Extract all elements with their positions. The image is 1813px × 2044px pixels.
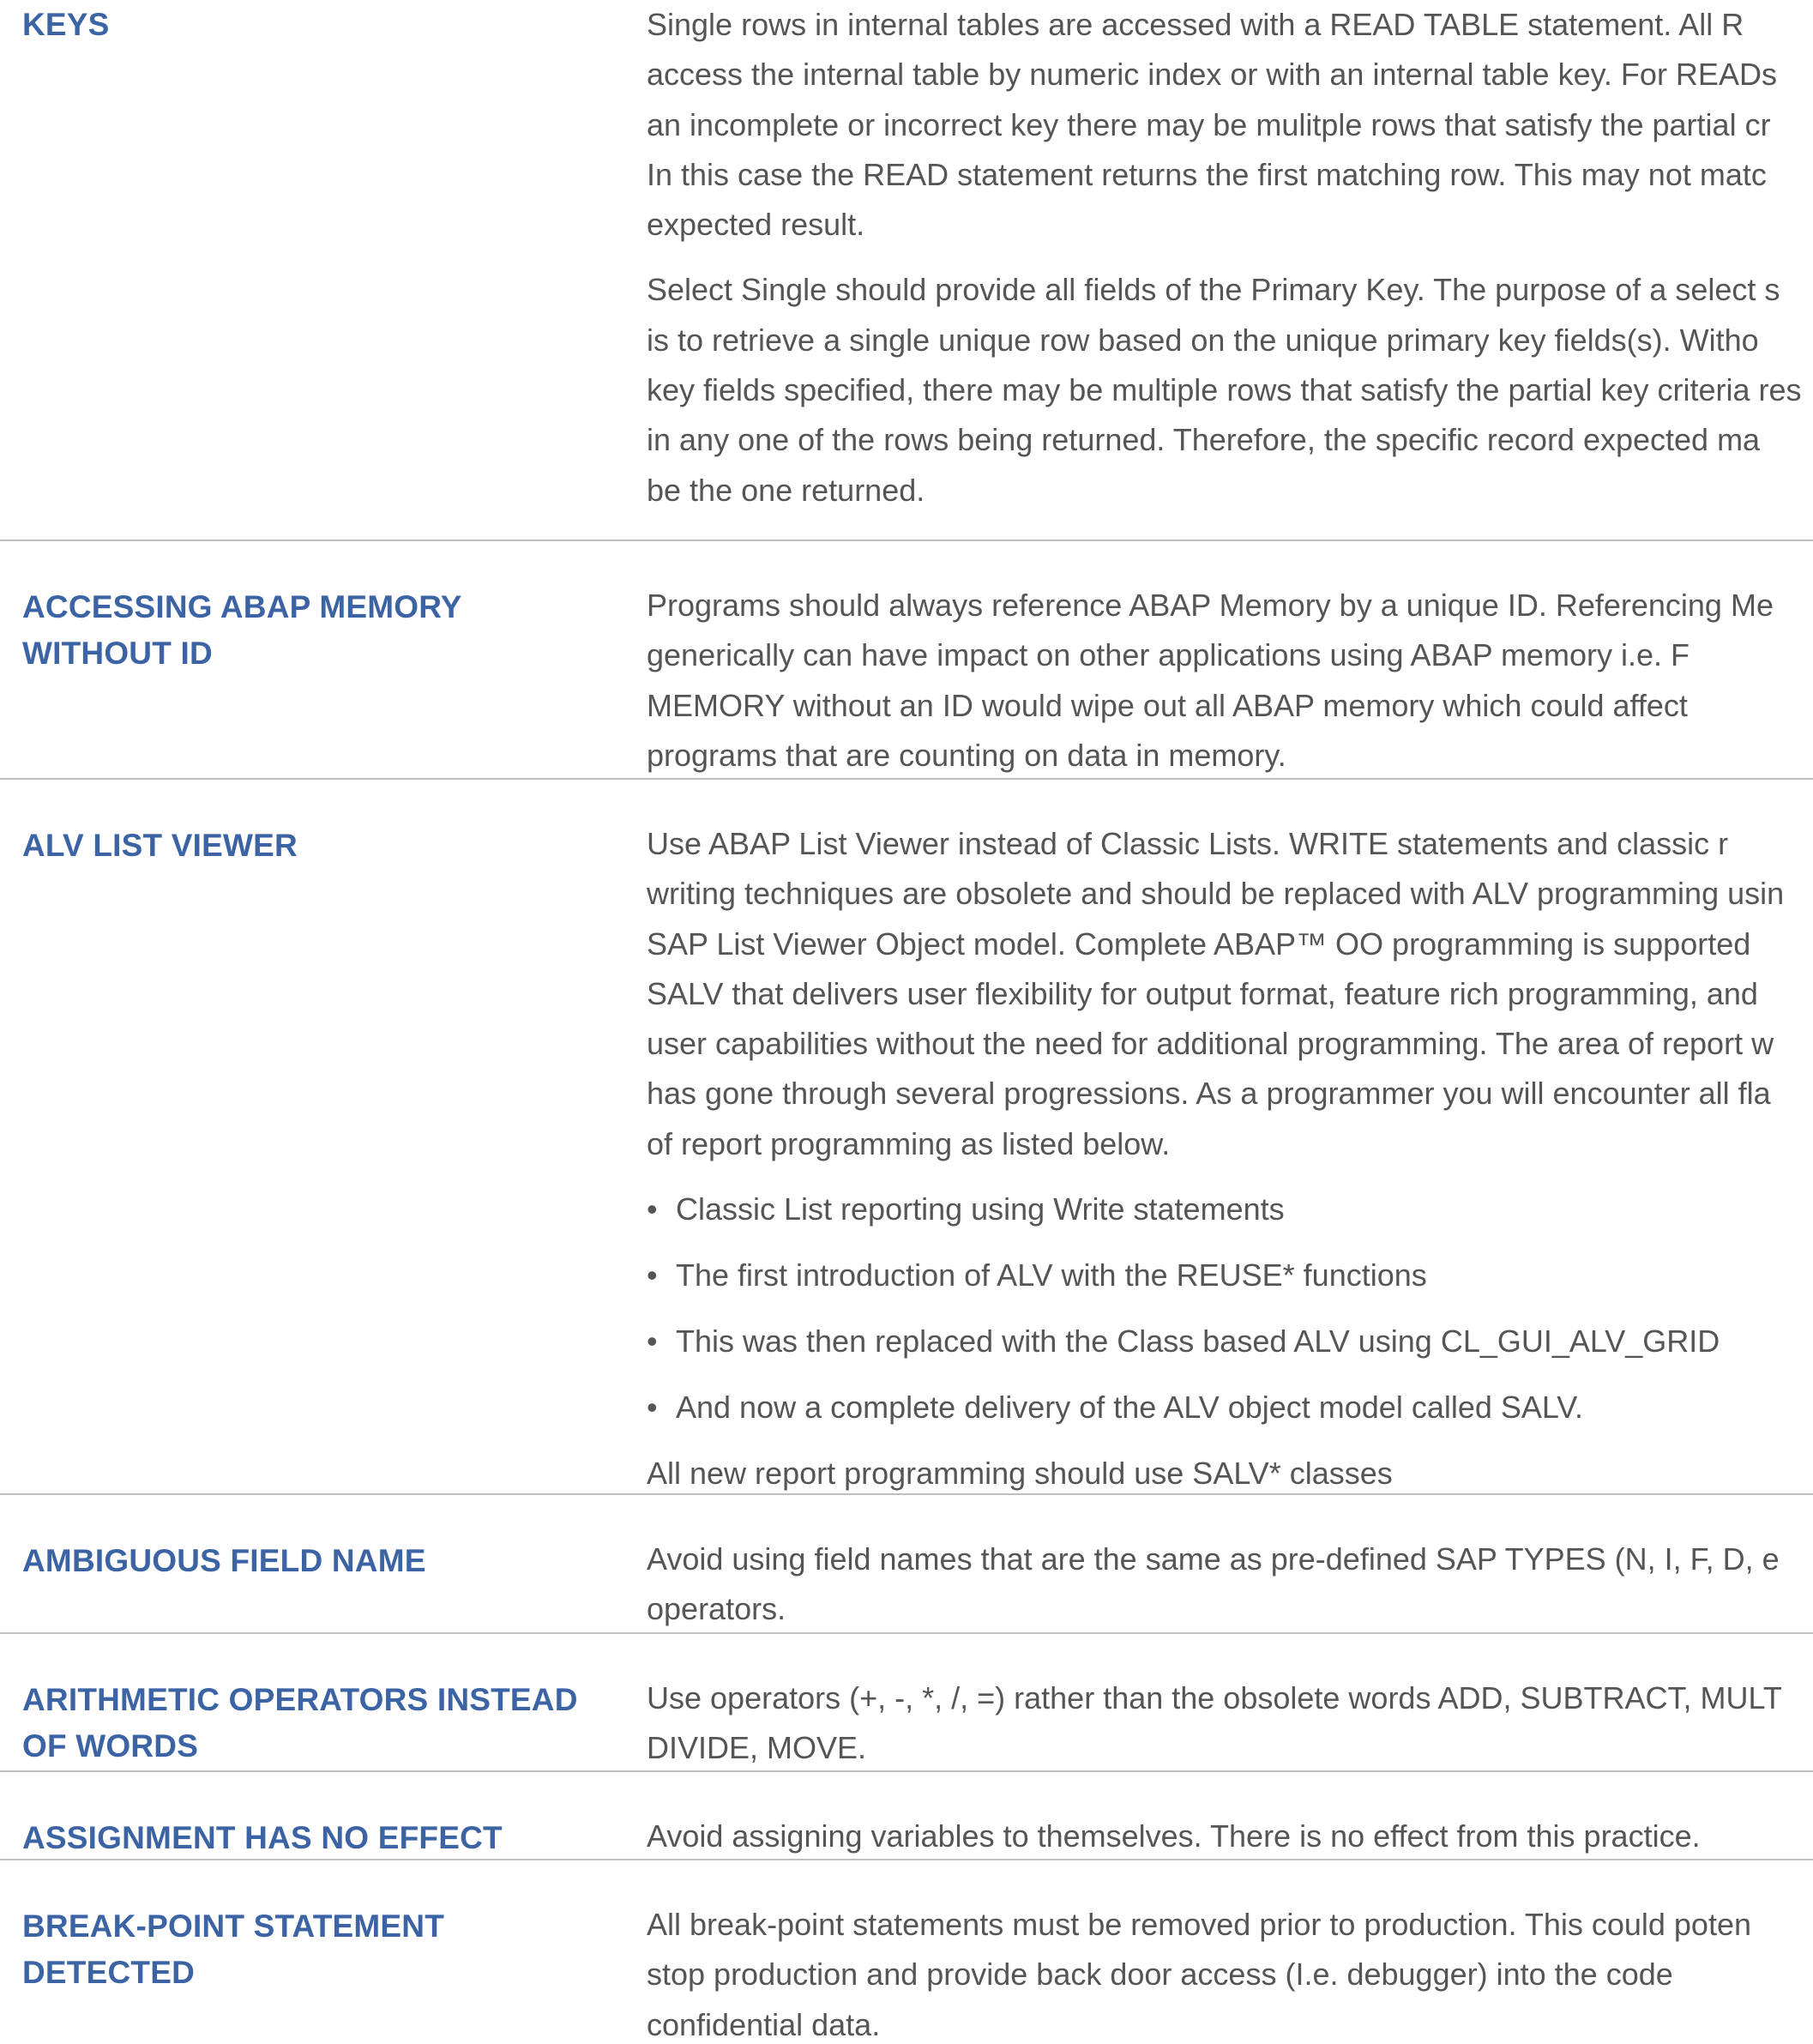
rule-description <box>647 581 1813 796</box>
table-row <box>0 0 1813 540</box>
description-paragraph: Avoid assigning variables to themselves. There is no effect from this practice. <box>647 1818 1701 1854</box>
rule-term: ACCESSING ABAP MEMORY WITHOUT ID <box>22 589 462 671</box>
list-item: • And now a complete delivery of the ALV object model called SALV. <box>647 1383 1813 1432</box>
list-item: • The first introduction of ALV with the REUSE* functions <box>647 1251 1813 1300</box>
rule-term: ALV LIST VIEWER <box>22 828 298 863</box>
table-row <box>0 1859 1813 2044</box>
description-closing: All new report programming should use SALV* classes <box>647 1456 1393 1492</box>
table-row <box>0 1632 1813 1770</box>
rule-description <box>647 0 1813 531</box>
table-row <box>0 1770 1813 1859</box>
rule-description <box>647 1900 1813 2044</box>
description-paragraph: Programs should always reference ABAP Memory by a unique ID. Referencing Me generically can have impact on other applications using ABAP memory i.e. F MEMORY without an ID would wipe out all ABAP memory which could affect programs that are counting on data in memory. <box>647 588 1774 773</box>
table-row <box>0 1493 1813 1632</box>
rule-term: KEYS <box>22 7 110 42</box>
rule-term: BREAK-POINT STATEMENT DETECTED <box>22 1908 445 1990</box>
report-progression-list <box>647 1185 1813 1432</box>
rule-term: ARITHMETIC OPERATORS INSTEAD OF WORDS <box>22 1682 578 1764</box>
rule-term: AMBIGUOUS FIELD NAME <box>22 1543 426 1578</box>
list-item: • Classic List reporting using Write statements <box>647 1185 1813 1234</box>
description-paragraph: Use operators (+, -, *, /, =) rather than the obsolete words ADD, SUBTRACT, MULT DIVIDE, MOVE. <box>647 1680 1782 1766</box>
description-paragraph: Avoid using field names that are the same as pre-defined SAP TYPES (N, I, F, D, e operators. <box>647 1541 1780 1627</box>
table-row <box>0 778 1813 1493</box>
rule-description <box>647 819 1813 1514</box>
list-item: • This was then replaced with the Class based ALV using CL_GUI_ALV_GRID <box>647 1317 1813 1366</box>
description-paragraph: Use ABAP List Viewer instead of Classic Lists. WRITE statements and classic r writing techniques are obsolete and should be replaced with ALV programming usin SAP List Viewer Object model. Complete ABAP™ OO programming is supported SALV that delivers user flexibility for output format, feature rich programming, and user capabilities without the need for additional programming. The area of report w has gone through several progressions. As a programmer you will encounter all fla of report programming as listed below. <box>647 826 1785 1161</box>
description-paragraph: Select Single should provide all fields of the Primary Key. The purpose of a select s is to retrieve a single unique row based on the unique primary key fields(s). Witho key fields specified, there may be multiple rows that satisfy the partial key criteria res in any one of the rows being returned. Therefore, the specific record expected ma be the one returned. <box>647 272 1802 508</box>
description-paragraph: Single rows in internal tables are accessed with a READ TABLE statement. All R access the internal table by numeric index or with an internal table key. For READs an incomplete or incorrect key there may be mulitple rows that satisfy the partial cr In this case the READ statement returns the first matching row. This may not matc expected result. <box>647 7 1777 243</box>
description-paragraph: All break-point statements must be removed prior to production. This could poten stop production and provide back door access (I.e. debugger) into the code confidential data. <box>647 1907 1752 2042</box>
rule-term: ASSIGNMENT HAS NO EFFECT <box>22 1820 503 1855</box>
table-row <box>0 540 1813 778</box>
